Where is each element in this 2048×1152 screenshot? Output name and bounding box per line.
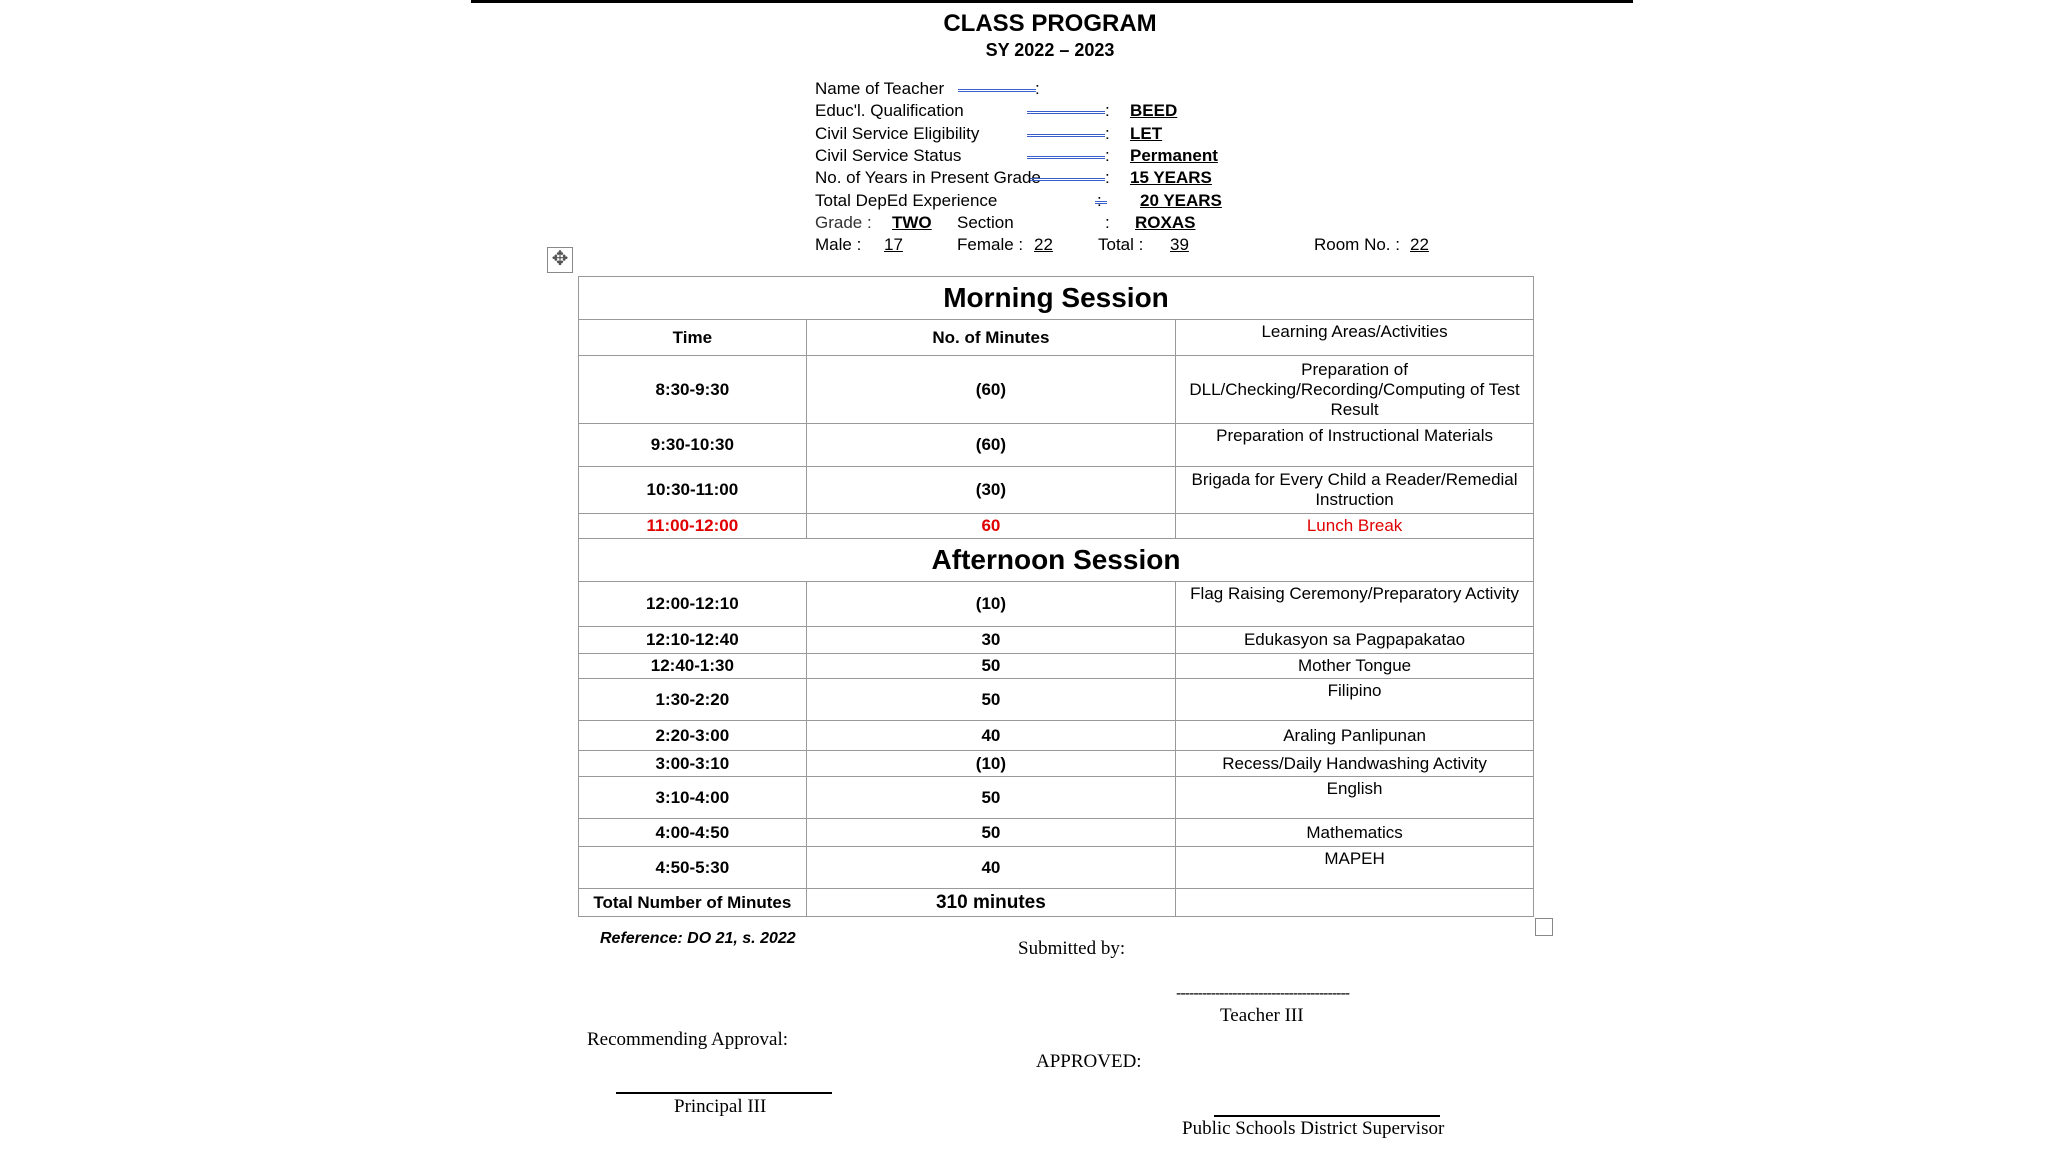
cell-activity: Filipino [1176, 679, 1534, 721]
table-row [579, 721, 1534, 751]
total-label: Total : [1098, 235, 1144, 254]
cell-activity: MAPEH [1176, 847, 1534, 889]
info-colon: : [1105, 101, 1110, 120]
cell-activity: Preparation of DLL/Checking/Recording/Computing of Test Result [1176, 356, 1534, 424]
cell-minutes: 50 [806, 679, 1175, 721]
cell-time: 3:00-3:10 [579, 751, 807, 777]
cell-time: 4:50-5:30 [579, 847, 807, 889]
info-label: Educ'l. Qualification [815, 101, 964, 120]
cell-time: 12:40-1:30 [579, 654, 807, 679]
cell-time: 12:10-12:40 [579, 627, 807, 654]
table-row [579, 751, 1534, 777]
teacher-title: Teacher III [1220, 1005, 1304, 1026]
info-value[interactable]: 20 YEARS [1140, 191, 1222, 210]
info-value[interactable]: LET [1130, 124, 1163, 143]
school-year: SY 2022 – 2023 [985, 40, 1115, 60]
cell-activity: Brigada for Every Child a Reader/Remedial Instruction [1176, 467, 1534, 514]
info-value[interactable]: Permanent [1130, 146, 1218, 165]
table-row [579, 679, 1534, 721]
table-resize-handle-icon[interactable] [1535, 918, 1553, 936]
section-label: Section [957, 213, 1014, 232]
cell-activity: Mathematics [1176, 819, 1534, 847]
cell-minutes: (10) [806, 751, 1175, 777]
table-row [579, 847, 1534, 889]
cell-minutes: (60) [806, 424, 1175, 467]
table-total-row [579, 889, 1534, 917]
page-title: CLASS PROGRAM [943, 10, 1157, 37]
cell-activity: Lunch Break [1176, 514, 1534, 539]
total-minutes-cell: 310 minutes [806, 889, 1175, 917]
cell-minutes: 50 [806, 654, 1175, 679]
cell-minutes: (60) [806, 356, 1175, 424]
cell-activity: Recess/Daily Handwashing Activity [1176, 751, 1534, 777]
total-activity-cell [1176, 889, 1534, 917]
blank-field[interactable] [1030, 172, 1105, 181]
schedule-table [578, 276, 1534, 917]
cell-minutes: (30) [806, 467, 1175, 514]
info-label: Name of Teacher [815, 79, 945, 98]
teacher-signature-line: ---------------------------------------- [1176, 985, 1350, 1002]
info-colon: : [1105, 124, 1110, 143]
cell-activity: Araling Panlipunan [1176, 721, 1534, 751]
blank-field[interactable] [1027, 150, 1105, 159]
cell-time: 12:00-12:10 [579, 582, 807, 627]
cell-time: 10:30-11:00 [579, 467, 807, 514]
info-colon: : [1105, 146, 1110, 165]
cell-time: 3:10-4:00 [579, 777, 807, 819]
table-row [579, 582, 1534, 627]
info-label: Civil Service Status [815, 146, 962, 165]
cell-time: 1:30-2:20 [579, 679, 807, 721]
info-label: No. of Years in Present Grade [815, 168, 1041, 187]
supervisor-signature-line [1214, 1115, 1440, 1117]
table-row [579, 627, 1534, 654]
grade-label: Grade : [815, 213, 872, 232]
cell-activity: Preparation of Instructional Materials [1176, 424, 1534, 467]
cell-time: 8:30-9:30 [579, 356, 807, 424]
supervisor-title: Public Schools District Supervisor [1182, 1118, 1445, 1139]
cell-minutes: 30 [806, 627, 1175, 654]
cell-time: 9:30-10:30 [579, 424, 807, 467]
room-value[interactable]: 22 [1410, 235, 1429, 254]
cell-minutes: 40 [806, 721, 1175, 751]
recommending-approval-label: Recommending Approval: [587, 1029, 789, 1050]
info-label: Total DepEd Experience [815, 191, 998, 210]
total-value[interactable]: 39 [1170, 235, 1189, 254]
table-row [579, 356, 1534, 424]
info-value[interactable]: 15 YEARS [1130, 168, 1212, 187]
total-label-cell: Total Number of Minutes [579, 889, 807, 917]
top-rule [471, 0, 1633, 3]
table-row [579, 777, 1534, 819]
principal-title: Principal III [674, 1096, 767, 1117]
header-activity: Learning Areas/Activities [1176, 320, 1534, 356]
cell-minutes: 50 [806, 777, 1175, 819]
cell-activity: Flag Raising Ceremony/Preparatory Activity [1176, 582, 1534, 627]
table-row [579, 424, 1534, 467]
cell-minutes: 50 [806, 819, 1175, 847]
cell-time: 4:00-4:50 [579, 819, 807, 847]
header-minutes: No. of Minutes [806, 320, 1175, 356]
blank-field[interactable] [1027, 105, 1105, 114]
submitted-by-label: Submitted by: [1018, 938, 1126, 959]
table-header-row [579, 320, 1534, 356]
table-row [579, 467, 1534, 514]
blank-field[interactable] [958, 83, 1036, 92]
male-value[interactable]: 17 [884, 235, 903, 254]
section-value[interactable]: ROXAS [1135, 213, 1196, 232]
cell-minutes: (10) [806, 582, 1175, 627]
morning-session-title: Morning Session [579, 277, 1534, 320]
room-label: Room No. : [1314, 235, 1400, 254]
info-colon: : [1035, 79, 1040, 98]
cell-minutes: 40 [806, 847, 1175, 889]
cell-activity: Edukasyon sa Pagpapakatao [1176, 627, 1534, 654]
info-label: Civil Service Eligibility [815, 124, 980, 143]
section-colon: : [1105, 213, 1110, 232]
grade-value[interactable]: TWO [892, 213, 932, 232]
male-label: Male : [815, 235, 862, 254]
reference-note: Reference: DO 21, s. 2022 [600, 930, 796, 947]
table-row-lunch [579, 514, 1534, 539]
female-label: Female : [957, 235, 1024, 254]
cell-time: 11:00-12:00 [579, 514, 807, 539]
table-move-handle-icon[interactable]: ✥ [547, 247, 573, 273]
info-value[interactable]: BEED [1130, 101, 1178, 120]
cell-minutes: 60 [806, 514, 1175, 539]
morning-session-row [579, 277, 1534, 320]
table-row [579, 819, 1534, 847]
principal-signature-line [616, 1092, 832, 1094]
afternoon-session-title: Afternoon Session [579, 539, 1534, 582]
approved-label: APPROVED: [1036, 1051, 1142, 1072]
cell-activity: Mother Tongue [1176, 654, 1534, 679]
afternoon-session-row [579, 539, 1534, 582]
info-colon: : [1097, 191, 1102, 210]
header-time: Time [579, 320, 807, 356]
table-row [579, 654, 1534, 679]
info-colon: : [1105, 168, 1110, 187]
female-value[interactable]: 22 [1034, 235, 1053, 254]
cell-time: 2:20-3:00 [579, 721, 807, 751]
blank-field[interactable] [1027, 128, 1105, 137]
cell-activity: English [1176, 777, 1534, 819]
